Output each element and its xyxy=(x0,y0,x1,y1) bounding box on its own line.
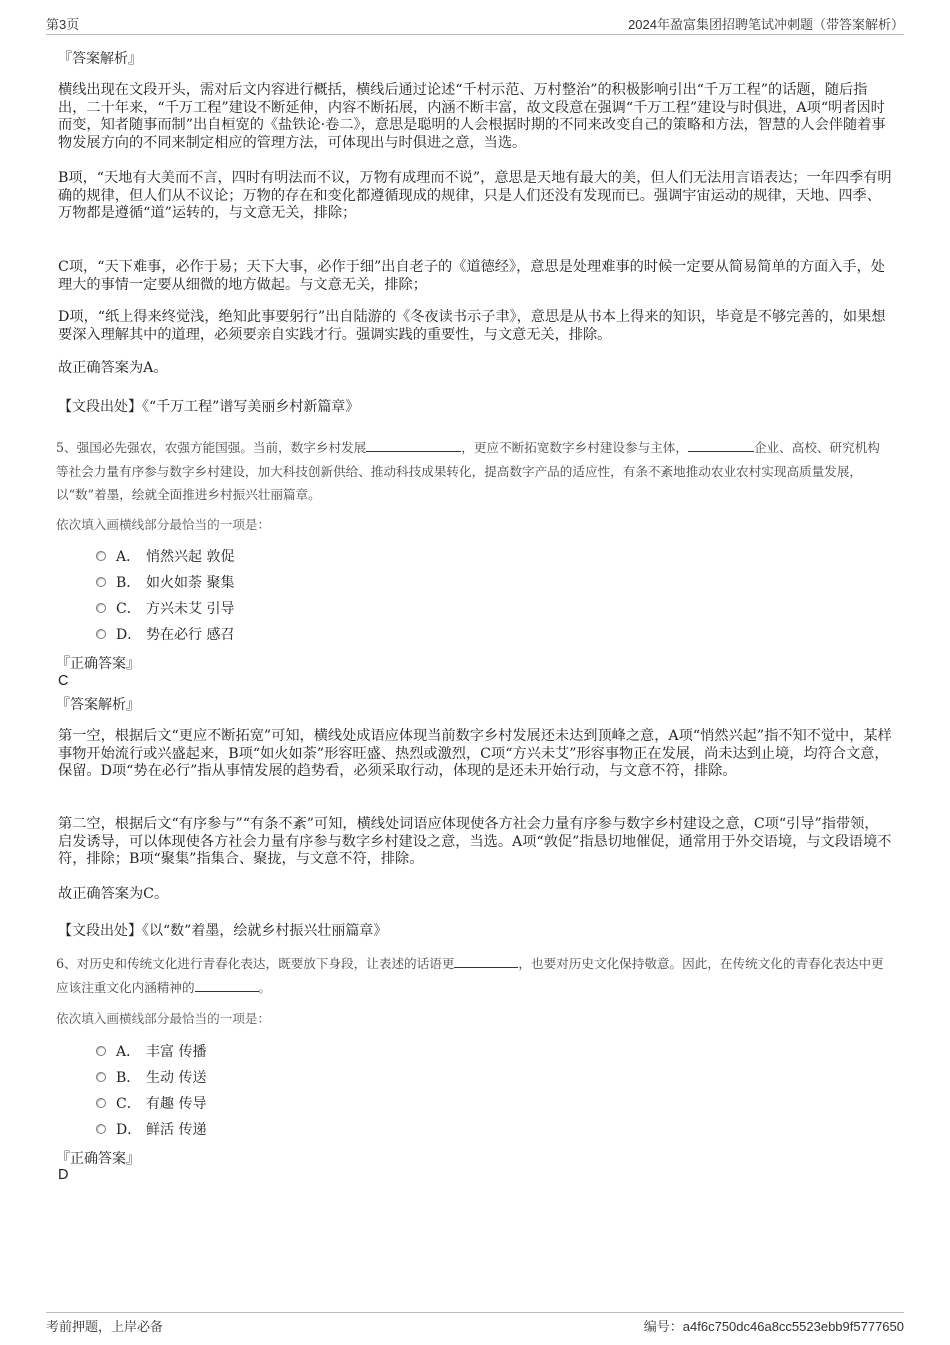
q5-option-a[interactable] xyxy=(96,547,234,567)
radio-icon[interactable] xyxy=(96,629,106,639)
option-text: 如火如荼 聚集 xyxy=(146,575,235,591)
option-letter: C． xyxy=(116,1096,141,1112)
q6-option-a[interactable] xyxy=(96,1042,206,1062)
radio-icon[interactable] xyxy=(96,577,106,587)
q6-answer-label: 『正确答案』 xyxy=(56,1151,140,1167)
q6-option-d[interactable] xyxy=(96,1120,206,1140)
q6-blank-1 xyxy=(454,953,518,968)
q5-stem-part-c: 企业、高校、研究机构等社会力量有序参与数字乡村建设，加大科技创新供给、推动科技成果转化，提高数字产品的适应性，有条不紊地推动农业农村实现高质量发展，以“数”着墨，绘就全面推进乡村振兴壮丽篇章。 xyxy=(56,440,880,502)
q5-blank-1 xyxy=(366,437,461,452)
q6-stem xyxy=(56,952,892,999)
radio-icon[interactable] xyxy=(96,603,106,613)
option-letter: A． xyxy=(116,1044,141,1060)
option-letter: D． xyxy=(116,1122,142,1138)
q6-blank-2 xyxy=(195,977,259,992)
q5-option-b[interactable] xyxy=(96,573,234,593)
q4-analysis-paragraph-2: B项，“天地有大美而不言，四时有明法而不议，万物有成理而不说”，意思是天地有最大的美，但人们无法用言语表达；一年四季有明确的规律，但人们从不议论；万物的存在和变化都遵循现成的规律，只是人们还没有发现而已。强调宇宙运动的规律，天地、四季、万物都是遵循“道”运转的，与文意无关，排除； xyxy=(58,170,892,222)
option-text: 方兴未艾 引导 xyxy=(146,601,235,617)
q4-analysis-paragraph-1: 横线出现在文段开头，需对后文内容进行概括，横线后通过论述“千村示范、万村整治”的积极影响引出“千万工程”的话题，随后指出，二十年来，“千万工程”建设不断延伸，内容不断拓展，内涵不断丰富，故文段意在强调“千万工程”建设与时俱进，A项“明者因时而变，知者随事而制”出自桓宽的《盐铁论·卷二》，意思是聪明的人会根据时期的不同来改变自己的策略和方法，智慧的人会伴随着事物发展方向的不同来制定相应的管理方法，可体现出与时俱进之意，当选。 xyxy=(58,82,886,151)
q6-answer: D xyxy=(58,1167,69,1183)
option-letter: D． xyxy=(116,627,142,643)
option-text: 势在必行 感召 xyxy=(146,627,235,643)
page-header xyxy=(46,12,904,35)
q5-conclusion: 故正确答案为C。 xyxy=(58,886,169,902)
q5-stem-part-a: 5、强国必先强农，农强方能国强。当前，数字乡村发展 xyxy=(56,440,367,455)
page-number: 第3页 xyxy=(46,17,80,32)
page-footer xyxy=(46,1312,904,1335)
radio-icon[interactable] xyxy=(96,551,106,561)
q5-option-d[interactable] xyxy=(96,625,234,645)
option-text: 鲜活 传递 xyxy=(146,1122,207,1138)
option-letter: A． xyxy=(116,549,141,565)
q5-stem-part-b: ，更应不断拓宽数字乡村建设参与主体， xyxy=(461,440,688,455)
radio-icon[interactable] xyxy=(96,1046,106,1056)
q6-stem-part-a: 6、对历史和传统文化进行青春化表达，既要放下身段，让表述的话语更 xyxy=(56,956,455,971)
q4-analysis-label: 『答案解析』 xyxy=(58,51,142,67)
option-letter: C． xyxy=(116,601,141,617)
option-text: 有趣 传导 xyxy=(146,1096,207,1112)
q5-answer-label: 『正确答案』 xyxy=(56,656,140,672)
q4-analysis-paragraph-3: C项，“天下难事，必作于易；天下大事，必作于细”出自老子的《道德经》，意思是处理难事的时候一定要从简易简单的方面入手，处理大的事情一定要从细微的地方做起。与文意无关，排除； xyxy=(58,259,885,293)
q5-instruction: 依次填入画横线部分最恰当的一项是： xyxy=(56,517,271,532)
footer-slogan: 考前押题，上岸必备 xyxy=(46,1319,164,1334)
q5-option-c[interactable] xyxy=(96,599,234,619)
option-text: 悄然兴起 敦促 xyxy=(146,549,235,565)
option-text: 生动 传送 xyxy=(146,1070,207,1086)
q4-conclusion: 故正确答案为A。 xyxy=(58,360,168,376)
q5-answer: C xyxy=(58,673,69,689)
q5-analysis-paragraph-1: 第一空，根据后文“更应不断拓宽”可知，横线处成语应体现当前数字乡村发展还未达到顶峰之意，A项“悄然兴起”指不知不觉中，某样事物开始流行或兴盛起来，B项“如火如荼”形容旺盛、热烈或激烈，C项“方兴未艾”形容事物正在发展，尚未达到止境，均符合文意，保留。D项“势在必行”指从事情发展的趋势看，必须采取行动，体现的是还未开始行动，与文意不符，排除。 xyxy=(58,728,892,780)
option-letter: B． xyxy=(116,575,141,591)
document-title: 2024年盈富集团招聘笔试冲刺题（带答案解析） xyxy=(628,17,904,32)
q5-analysis-paragraph-2: 第二空，根据后文“有序参与”“有条不紊”可知，横线处词语应体现使各方社会力量有序参与数字乡村建设之意，C项“引导”指带领，启发诱导，可以体现使各方社会力量有序参与数字乡村建设之意，当选。A项“敦促”指恳切地催促，通常用于外交语境，与文段语境不符，排除；B项“聚集”指集合、聚拢，与文意不符，排除。 xyxy=(58,816,892,868)
q5-stem xyxy=(56,436,892,507)
q5-blank-2 xyxy=(688,437,754,452)
option-text: 丰富 传播 xyxy=(146,1044,207,1060)
q6-option-c[interactable] xyxy=(96,1094,206,1114)
option-letter: B． xyxy=(116,1070,141,1086)
radio-icon[interactable] xyxy=(96,1124,106,1134)
q5-source: 【文段出处】《以“数”着墨，绘就乡村振兴壮丽篇章》 xyxy=(58,923,388,939)
q4-source: 【文段出处】《“千万工程”谱写美丽乡村新篇章》 xyxy=(58,399,360,415)
q5-analysis-label: 『答案解析』 xyxy=(56,697,140,713)
q6-stem-part-c: 。 xyxy=(258,979,272,995)
radio-icon[interactable] xyxy=(96,1072,106,1082)
q4-analysis-paragraph-4: D项，“纸上得来终觉浅，绝知此事要躬行”出自陆游的《冬夜读书示子聿》，意思是从书本上得来的知识，毕竟是不够完善的，如果想要深入理解其中的道理，必须要亲自实践才行。强调实践的重要性，与文意无关，排除。 xyxy=(58,309,886,343)
footer-serial: 编号：a4f6c750dc46a8cc5523ebb9f5777650 xyxy=(643,1319,904,1334)
q6-instruction: 依次填入画横线部分最恰当的一项是： xyxy=(56,1011,271,1026)
q6-option-b[interactable] xyxy=(96,1068,206,1088)
radio-icon[interactable] xyxy=(96,1098,106,1108)
q6-stem-part-b: ，也要对历史文化保持敬意。因此，在传统文化的青春化表达中更应该注重文化内涵精神的 xyxy=(56,956,884,995)
